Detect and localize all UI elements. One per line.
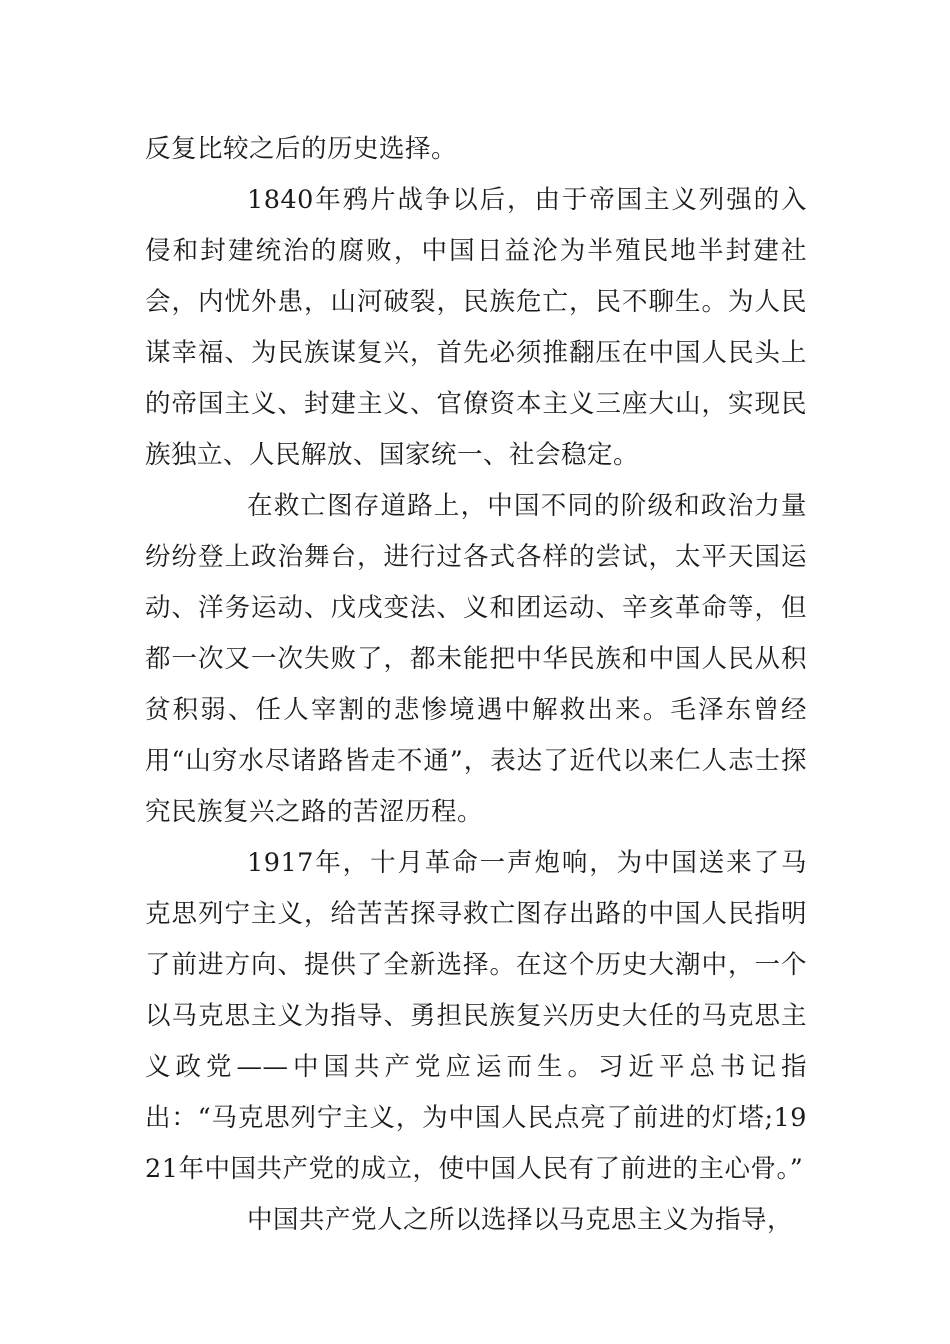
paragraph-1: 反复比较之后的历史选择。 bbox=[145, 134, 458, 164]
document-body bbox=[145, 124, 807, 1246]
paragraph-5: 中国共产党人之所以选择以马克思主义为指导， bbox=[247, 1205, 794, 1235]
paragraph-4: 1917年，十月革命一声炮响，为中国送来了马克思列宁主义，给苦苦探寻救亡图存出路的中国人民指明了前进方向、提供了全新选择。在这个历史大潮中，一个以马克思主义为指导、勇担民族复兴历史大任的马克思主义政党——中国共产党应运而生。习近平总书记指出：“马克思列宁主义，为中国人民点亮了前进的灯塔;1921年中国共产党的成立，使中国人民有了前进的主心骨。” bbox=[145, 848, 807, 1184]
paragraph-2: 1840年鸦片战争以后，由于帝国主义列强的入侵和封建统治的腐败，中国日益沦为半殖民地半封建社会，内忧外患，山河破裂，民族危亡，民不聊生。为人民谋幸福、为民族谋复兴，首先必须推翻压在中国人民头上的帝国主义、封建主义、官僚资本主义三座大山，实现民族独立、人民解放、国家统一、社会稳定。 bbox=[145, 185, 807, 470]
paragraph-3: 在救亡图存道路上，中国不同的阶级和政治力量纷纷登上政治舞台，进行过各式各样的尝试，太平天国运动、洋务运动、戊戌变法、义和团运动、辛亥革命等，但都一次又一次失败了，都未能把中华民族和中国人民从积贫积弱、任人宰割的悲惨境遇中解救出来。毛泽东曾经用“山穷水尽诸路皆走不通”，表达了近代以来仁人志士探究民族复兴之路的苦涩历程。 bbox=[145, 491, 807, 827]
